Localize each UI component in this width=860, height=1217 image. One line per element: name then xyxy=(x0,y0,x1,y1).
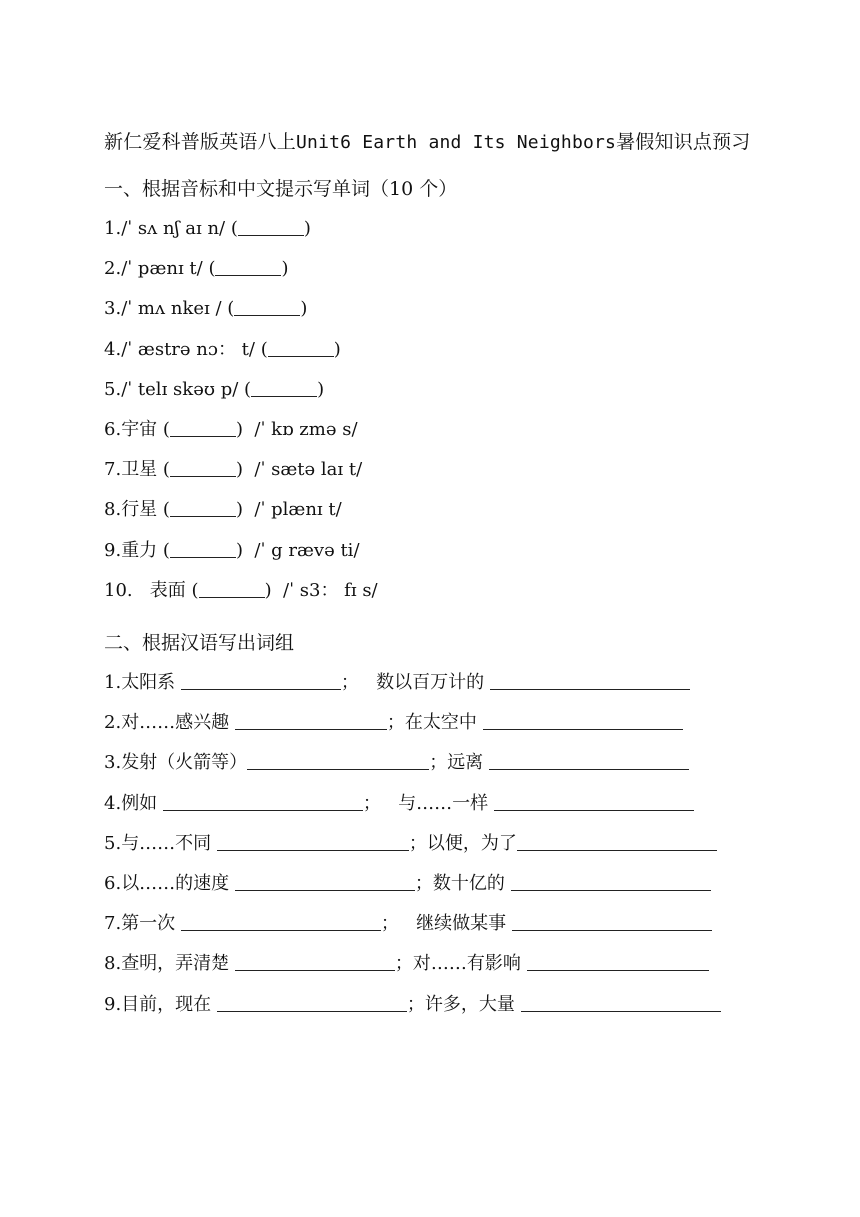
phrase-left: 太阳系 xyxy=(121,672,176,694)
item-prompt: /ˈ telɪ skəʊ p/ ( xyxy=(121,378,252,400)
exercise-item xyxy=(104,209,764,249)
item-number: 8. xyxy=(104,499,122,521)
item-number: 9. xyxy=(104,993,122,1015)
answer-blank-right[interactable] xyxy=(527,952,709,971)
answer-blank-left[interactable] xyxy=(235,872,415,891)
phrase-item xyxy=(104,864,764,904)
title-english: Unit6 Earth and Its Neighbors xyxy=(296,132,617,153)
answer-blank[interactable] xyxy=(268,338,334,357)
phrase-right: 数以百万计的 xyxy=(376,672,485,694)
phrase-item xyxy=(104,784,764,824)
item-tail: ) xyxy=(300,298,308,320)
item-prompt: 重力 ( xyxy=(121,539,170,561)
phrase-separator: ； xyxy=(408,832,427,854)
phrase-right: 许多，大量 xyxy=(424,993,515,1015)
phrase-right: 与……一样 xyxy=(398,792,489,814)
phrase-separator: ； xyxy=(429,752,448,774)
answer-blank[interactable] xyxy=(234,297,300,316)
answer-blank-left[interactable] xyxy=(217,832,409,851)
item-tail: ) /ˈ s3： fɪ s/ xyxy=(264,579,378,601)
worksheet-page xyxy=(104,126,764,1025)
answer-blank-right[interactable] xyxy=(483,711,683,730)
item-number: 2. xyxy=(104,712,122,734)
answer-blank-left[interactable] xyxy=(181,671,341,690)
phrase-left: 查明，弄清楚 xyxy=(121,953,230,975)
answer-blank-left[interactable] xyxy=(217,993,407,1012)
item-tail: ) /ˈ kɒ zmə s/ xyxy=(235,419,358,441)
exercise-item xyxy=(104,571,764,611)
phrase-item xyxy=(104,985,764,1025)
item-number: 9. xyxy=(104,539,122,561)
item-prompt: 表面 ( xyxy=(132,579,199,601)
item-prompt: /ˈ pænɪ t/ ( xyxy=(121,258,216,280)
phrase-item xyxy=(104,743,764,783)
phrase-left: 例如 xyxy=(121,792,158,814)
answer-blank[interactable] xyxy=(170,498,236,517)
phrase-left: 第一次 xyxy=(121,913,176,935)
exercise-item xyxy=(104,330,764,370)
item-tail: ) /ˈ sætə laɪ t/ xyxy=(235,459,363,481)
phrase-right: 继续做某事 xyxy=(416,913,507,935)
answer-blank[interactable] xyxy=(238,217,304,236)
answer-blank-left[interactable] xyxy=(235,711,387,730)
section-1-list xyxy=(104,209,764,611)
phrase-left: 与……不同 xyxy=(121,832,212,854)
phrase-right: 以便，为了 xyxy=(426,832,517,854)
phrase-separator: ； xyxy=(380,913,417,935)
answer-blank-right[interactable] xyxy=(490,671,690,690)
title-cn-suffix: 暑假知识点预习 xyxy=(616,131,751,153)
answer-blank-right[interactable] xyxy=(521,993,721,1012)
phrase-left: 目前，现在 xyxy=(121,993,212,1015)
answer-blank-left[interactable] xyxy=(235,952,395,971)
item-tail: ) xyxy=(317,378,325,400)
phrase-right: 数十亿的 xyxy=(432,873,505,895)
phrase-separator: ； xyxy=(362,792,399,814)
answer-blank[interactable] xyxy=(170,458,236,477)
item-number: 3. xyxy=(104,298,122,320)
answer-blank-left[interactable] xyxy=(247,751,429,770)
answer-blank[interactable] xyxy=(199,579,265,598)
answer-blank[interactable] xyxy=(251,378,317,397)
phrase-right: 对……有影响 xyxy=(412,953,521,975)
item-tail: ) xyxy=(281,258,289,280)
section-1-heading: 一、根据音标和中文提示写单词（10 个） xyxy=(104,178,458,200)
item-number: 1. xyxy=(104,672,122,694)
phrase-left: 以……的速度 xyxy=(121,873,230,895)
section-2-list xyxy=(104,663,764,1025)
item-tail: ) /ˈ plænɪ t/ xyxy=(235,499,342,521)
answer-blank-right[interactable] xyxy=(517,832,717,851)
exercise-item xyxy=(104,531,764,571)
answer-blank-left[interactable] xyxy=(163,792,363,811)
exercise-item xyxy=(104,490,764,530)
document-title xyxy=(104,126,764,159)
item-number: 4. xyxy=(104,338,122,360)
exercise-item xyxy=(104,249,764,289)
answer-blank[interactable] xyxy=(170,539,236,558)
answer-blank-right[interactable] xyxy=(511,872,711,891)
phrase-separator: ； xyxy=(340,672,377,694)
answer-blank[interactable] xyxy=(215,257,281,276)
exercise-item xyxy=(104,410,764,450)
item-number: 2. xyxy=(104,258,122,280)
answer-blank[interactable] xyxy=(170,418,236,437)
item-tail: ) xyxy=(333,338,341,360)
item-tail: ) /ˈ g rævə ti/ xyxy=(235,539,360,561)
phrase-item xyxy=(104,703,764,743)
item-number: 1. xyxy=(104,218,122,239)
item-number: 5. xyxy=(104,832,122,854)
phrase-left: 发射（火箭等） xyxy=(121,752,248,774)
item-number: 8. xyxy=(104,953,122,975)
exercise-item xyxy=(104,370,764,410)
answer-blank-right[interactable] xyxy=(489,751,689,770)
answer-blank-right[interactable] xyxy=(494,792,694,811)
item-prompt: /ˈ sʌ nʃ aɪ n/ ( xyxy=(121,218,238,239)
item-prompt: 行星 ( xyxy=(121,499,170,521)
item-number: 7. xyxy=(104,913,122,935)
phrase-item xyxy=(104,663,764,703)
item-prompt: 卫星 ( xyxy=(121,459,170,481)
phrase-item xyxy=(104,904,764,944)
answer-blank-left[interactable] xyxy=(181,912,381,931)
phrase-right: 远离 xyxy=(447,752,484,774)
item-number: 6. xyxy=(104,419,122,441)
phrase-left: 对……感兴趣 xyxy=(121,712,230,734)
phrase-separator: ； xyxy=(386,712,405,734)
phrase-right: 在太空中 xyxy=(404,712,477,734)
item-prompt: /ˈ æstrə nɔ： t/ ( xyxy=(121,338,268,360)
item-prompt: /ˈ mʌ nkeɪ / ( xyxy=(121,298,235,320)
item-number: 6. xyxy=(104,873,122,895)
exercise-item xyxy=(104,289,764,329)
answer-blank-right[interactable] xyxy=(512,912,712,931)
item-number: 7. xyxy=(104,459,122,481)
item-number: 10. xyxy=(104,579,133,601)
exercise-item xyxy=(104,450,764,490)
title-cn-prefix: 新仁爱科普版英语八上 xyxy=(104,131,297,153)
item-prompt: 宇宙 ( xyxy=(121,419,170,441)
item-number: 3. xyxy=(104,752,122,774)
phrase-separator: ； xyxy=(394,953,413,975)
phrase-item xyxy=(104,824,764,864)
item-number: 5. xyxy=(104,378,122,400)
phrase-separator: ； xyxy=(414,873,433,895)
item-number: 4. xyxy=(104,792,122,814)
item-tail: ) xyxy=(303,218,311,239)
phrase-item xyxy=(104,944,764,984)
section-2-heading: 二、根据汉语写出词组 xyxy=(104,632,295,655)
phrase-separator: ； xyxy=(406,993,425,1015)
